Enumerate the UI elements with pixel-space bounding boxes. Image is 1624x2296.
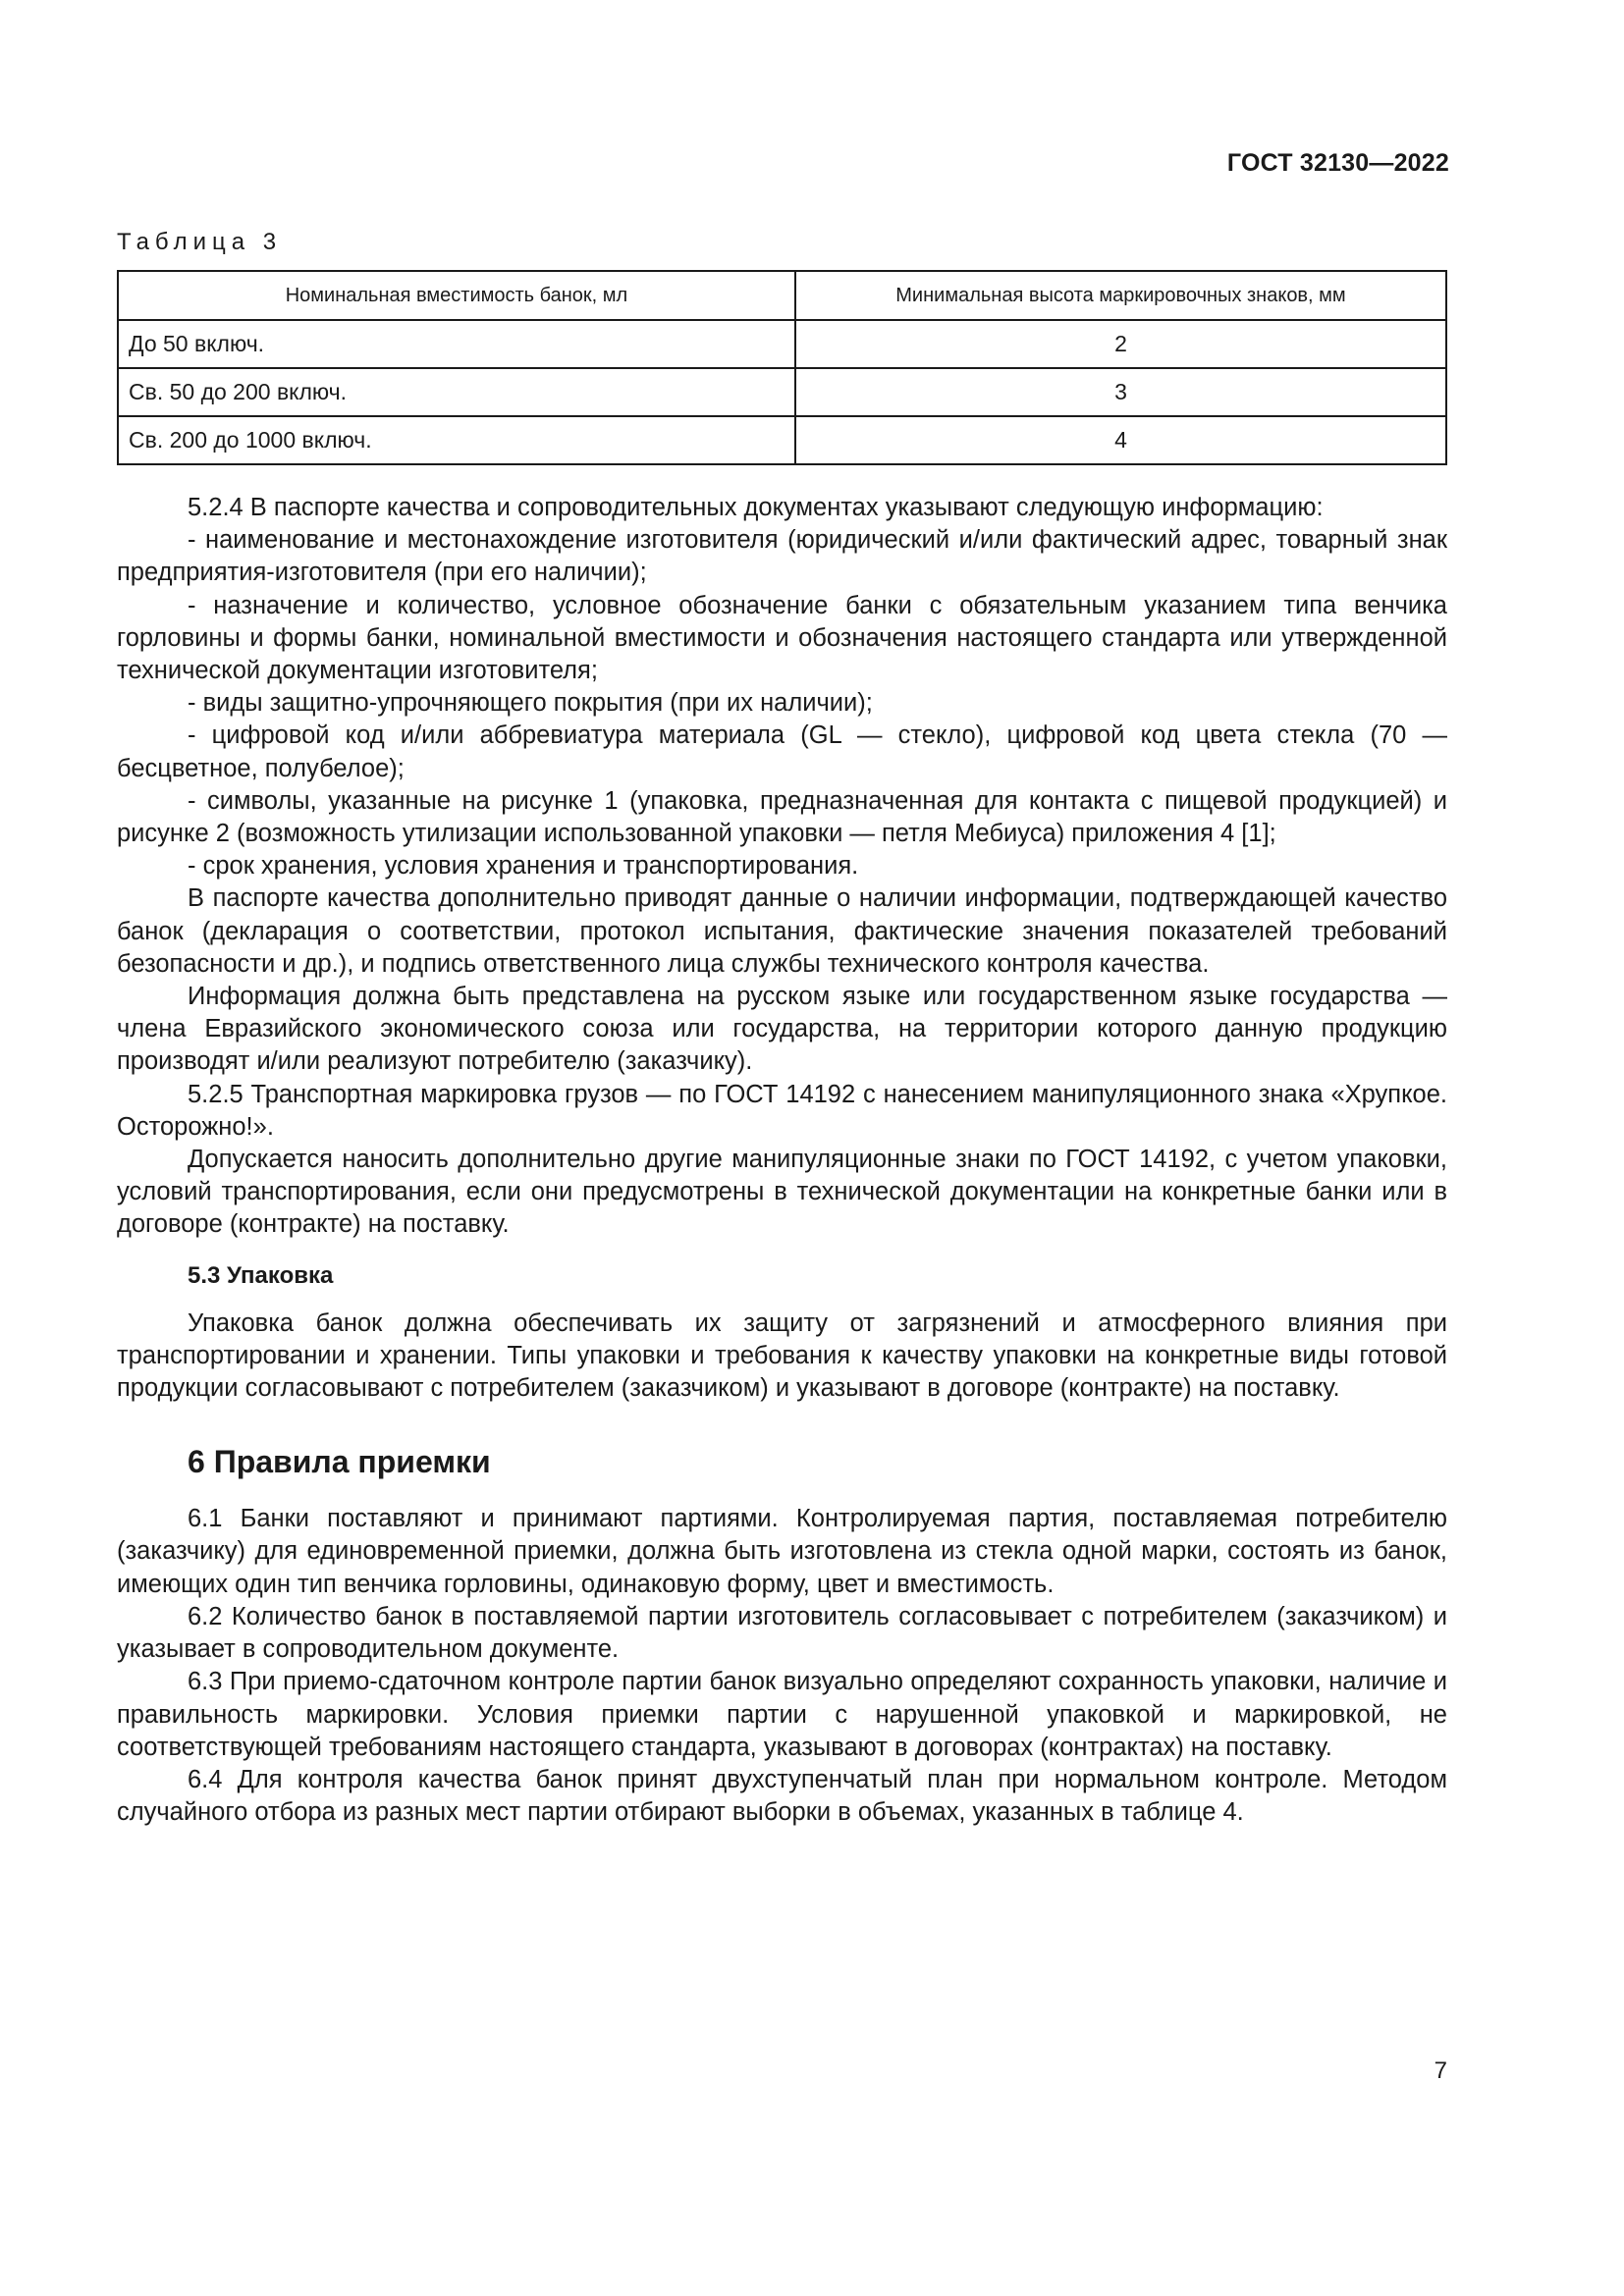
table-cell: Св. 50 до 200 включ. — [118, 368, 795, 416]
paragraph: Упаковка банок должна обеспечивать их защиту от загрязнений и атмосферного влияния при транспортировании и хранении. Типы упаковки и требования к качеству упаковки на конкретные виды готовой продукции согласовывают с потребителем (заказчиком) и указывают в договоре (контракте) на поставку. — [117, 1308, 1447, 1403]
section-title: 6 Правила приемки — [188, 1444, 491, 1480]
table-header-row — [118, 271, 1446, 320]
paragraph: В паспорте качества дополнительно приводят данные о наличии информации, подтверждающей качество банок (декларация о соответствии, протокол испытания, фактические значения показателей требований безопасности и др.), и подпись ответственного лица службы технического контроля качества. — [117, 884, 1447, 978]
paragraph: Допускается наносить дополнительно другие манипуляционные знаки по ГОСТ 14192, с учетом упаковки, условий транспортирования, если они предусмотрены в технической документации на конкретные банки или в договоре (контракте) на поставку. — [117, 1146, 1447, 1239]
page-number: 7 — [1434, 2057, 1447, 2084]
table-cell: Св. 200 до 1000 включ. — [118, 416, 795, 464]
paragraph: Информация должна быть представлена на русском языке или государственном языке государства — члена Евразийского экономического союза или государства, на территории которого данную продукцию производят и/или реализуют потребителю (заказчику). — [117, 983, 1447, 1076]
table-header-cell: Минимальная высота маркировочных знаков, мм — [795, 271, 1446, 320]
paragraph: 5.2.4 В паспорте качества и сопроводительных документах указывают следующую информацию: — [188, 494, 1324, 521]
list-item: - наименование и местонахождение изготовителя (юридический и/или фактический адрес, товарный знак предприятия-изготовителя (при его наличии); — [117, 526, 1447, 587]
section-heading: 5.3 Упаковка — [188, 1261, 334, 1289]
table-cell: 3 — [795, 368, 1446, 416]
table-cell: 2 — [795, 320, 1446, 368]
standard-code: ГОСТ 32130—2022 — [1226, 149, 1449, 177]
paragraph: 6.4 Для контроля качества банок принят двухступенчатый план при нормальном контроле. Методом случайного отбора из разных мест партии отбирают выборки в объемах, указанных в таблице 4. — [117, 1765, 1447, 1827]
table-caption: Таблица 3 — [117, 229, 283, 255]
paragraph: 5.2.5 Транспортная маркировка грузов — по ГОСТ 14192 с нанесением манипуляционного знака «Хрупкое. Осторожно!». — [117, 1080, 1447, 1141]
table-cell: До 50 включ. — [118, 320, 795, 368]
paragraph: 6.2 Количество банок в поставляемой партии изготовитель согласовывает с потребителем (заказчиком) и указывает в сопроводительном документе. — [117, 1602, 1447, 1664]
paragraph: 6.3 При приемо-сдаточном контроле партии банок визуально определяют сохранность упаковки, наличие и правильность маркировки. Условия приемки партии с нарушенной упаковкой и маркировкой, не соответствующей требованиям настоящего стандарта, указывают в договорах (контрактах) на поставку. — [117, 1668, 1447, 1761]
list-item: - символы, указанные на рисунке 1 (упаковка, предназначенная для контакта с пищевой продукцией) и рисунке 2 (возможность утилизации использованной упаковки — петля Мебиуса) приложения 4 [1]; — [117, 786, 1447, 848]
table-header-cell: Номинальная вместимость банок, мл — [118, 271, 795, 320]
body-text — [117, 492, 1447, 1829]
table-row — [118, 368, 1446, 416]
list-item: - назначение и количество, условное обозначение банки с обязательным указанием типа венчика горловины и формы банки, номинальной вместимости и обозначения настоящего стандарта или утвержденной технической документации изготовителя; — [117, 591, 1447, 685]
table-row — [118, 416, 1446, 464]
marking-height-table — [117, 270, 1447, 465]
table-cell: 4 — [795, 416, 1446, 464]
list-item: - виды защитно-упрочняющего покрытия (при их наличии); — [188, 689, 873, 718]
table-row — [118, 320, 1446, 368]
list-item: - срок хранения, условия хранения и транспортирования. — [188, 852, 859, 881]
list-item: - цифровой код и/или аббревиатура материала (GL — стекло), цифровой код цвета стекла (70 — бесцветное, полубелое); — [117, 721, 1447, 782]
paragraph: 6.1 Банки поставляют и принимают партиями. Контролируемая партия, поставляемая потребителю (заказчику) для единовременной приемки, должна быть изготовлена из стекла одной марки, состоять из банок, имеющих один тип венчика горловины, одинаковую форму, цвет и вместимость. — [117, 1505, 1447, 1598]
